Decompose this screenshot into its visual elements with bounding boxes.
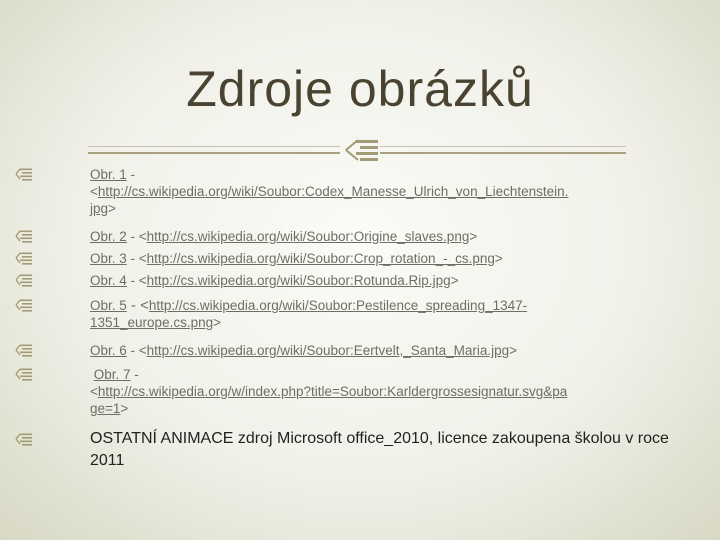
- separator: -: [126, 273, 139, 288]
- figure-link[interactable]: Obr. 1: [90, 167, 127, 182]
- source-url-link-cont[interactable]: 1351_europe.cs.png: [90, 315, 214, 330]
- separator: -: [130, 367, 139, 382]
- figure-link[interactable]: Obr. 5: [90, 298, 127, 313]
- list-item: [90, 166, 665, 217]
- bracket-open: <: [90, 184, 98, 199]
- separator: -: [126, 251, 139, 266]
- source-url-link[interactable]: http://cs.wikipedia.org/wiki/Soubor:Rotunda.Rip.jpg: [146, 273, 451, 288]
- list-bullet-icon: [15, 367, 33, 381]
- source-url-link[interactable]: http://cs.wikipedia.org/wiki/Soubor:Crop_rotation_-_cs.png: [146, 251, 495, 266]
- source-url-link[interactable]: http://cs.wikipedia.org/wiki/Soubor:Origine_slaves.png: [146, 229, 470, 244]
- bracket-open: <: [90, 384, 98, 399]
- title-divider-right-thin: [380, 146, 626, 147]
- separator: -: [126, 167, 136, 182]
- source-url-link-cont[interactable]: ge=1: [90, 401, 121, 416]
- list-bullet-icon: [15, 273, 33, 287]
- license-note: OSTATNÍ ANIMACE zdroj Microsoft office_2010, licence zakoupena školou v roce 2011: [90, 430, 669, 469]
- divider-ornament-icon: [340, 136, 382, 164]
- title-divider-left-thin: [88, 146, 340, 147]
- list-item: [90, 250, 665, 267]
- list-item: [90, 228, 665, 245]
- figure-link[interactable]: Obr. 4: [90, 273, 127, 288]
- list-bullet-icon: [15, 251, 33, 265]
- figure-link[interactable]: Obr. 2: [90, 229, 127, 244]
- page-title: Zdroje obrázků: [186, 61, 534, 117]
- figure-link[interactable]: Obr. 6: [90, 343, 127, 358]
- list-item: [90, 297, 665, 331]
- bracket-close: >: [509, 343, 517, 358]
- bracket-close: >: [213, 315, 221, 330]
- figure-link[interactable]: Obr. 7: [93, 367, 131, 382]
- list-item: [90, 342, 665, 359]
- bracket-open: <: [138, 251, 147, 266]
- list-item: [90, 366, 665, 417]
- separator: -: [126, 343, 139, 358]
- title-divider-left: [88, 152, 340, 154]
- list-bullet-icon: [15, 229, 33, 243]
- list-bullet-icon: [15, 298, 33, 312]
- list-item: [90, 272, 665, 289]
- bracket-open: <: [140, 297, 149, 314]
- source-url-link[interactable]: http://cs.wikipedia.org/wiki/Soubor:Eertvelt,_Santa_Maria.jpg: [146, 343, 510, 358]
- list-bullet-icon: [15, 432, 33, 446]
- bracket-close: >: [108, 201, 116, 216]
- source-url-link[interactable]: http://cs.wikipedia.org/wiki/Soubor:Pestilence_spreading_1347-: [148, 298, 528, 313]
- bracket-open: <: [138, 343, 147, 358]
- bracket-close: >: [450, 273, 459, 288]
- separator: -: [126, 229, 139, 244]
- list-bullet-icon: [15, 343, 33, 357]
- source-url-link-cont[interactable]: jpg: [90, 201, 109, 216]
- title-divider-right: [380, 152, 626, 154]
- bracket-close: >: [494, 251, 503, 266]
- bracket-open: <: [138, 273, 147, 288]
- bracket-close: >: [120, 401, 129, 416]
- source-url-link[interactable]: http://cs.wikipedia.org/w/index.php?title=Soubor:Karldergrossesignatur.svg&pa: [97, 384, 568, 399]
- source-url-link[interactable]: http://cs.wikipedia.org/wiki/Soubor:Codex_Manesse_Ulrich_von_Liechtenstein.: [97, 184, 569, 199]
- separator: -: [126, 297, 141, 314]
- figure-link[interactable]: Obr. 3: [90, 251, 127, 266]
- bracket-close: >: [469, 229, 478, 244]
- bracket-open: <: [138, 229, 147, 244]
- list-bullet-icon: [15, 167, 33, 181]
